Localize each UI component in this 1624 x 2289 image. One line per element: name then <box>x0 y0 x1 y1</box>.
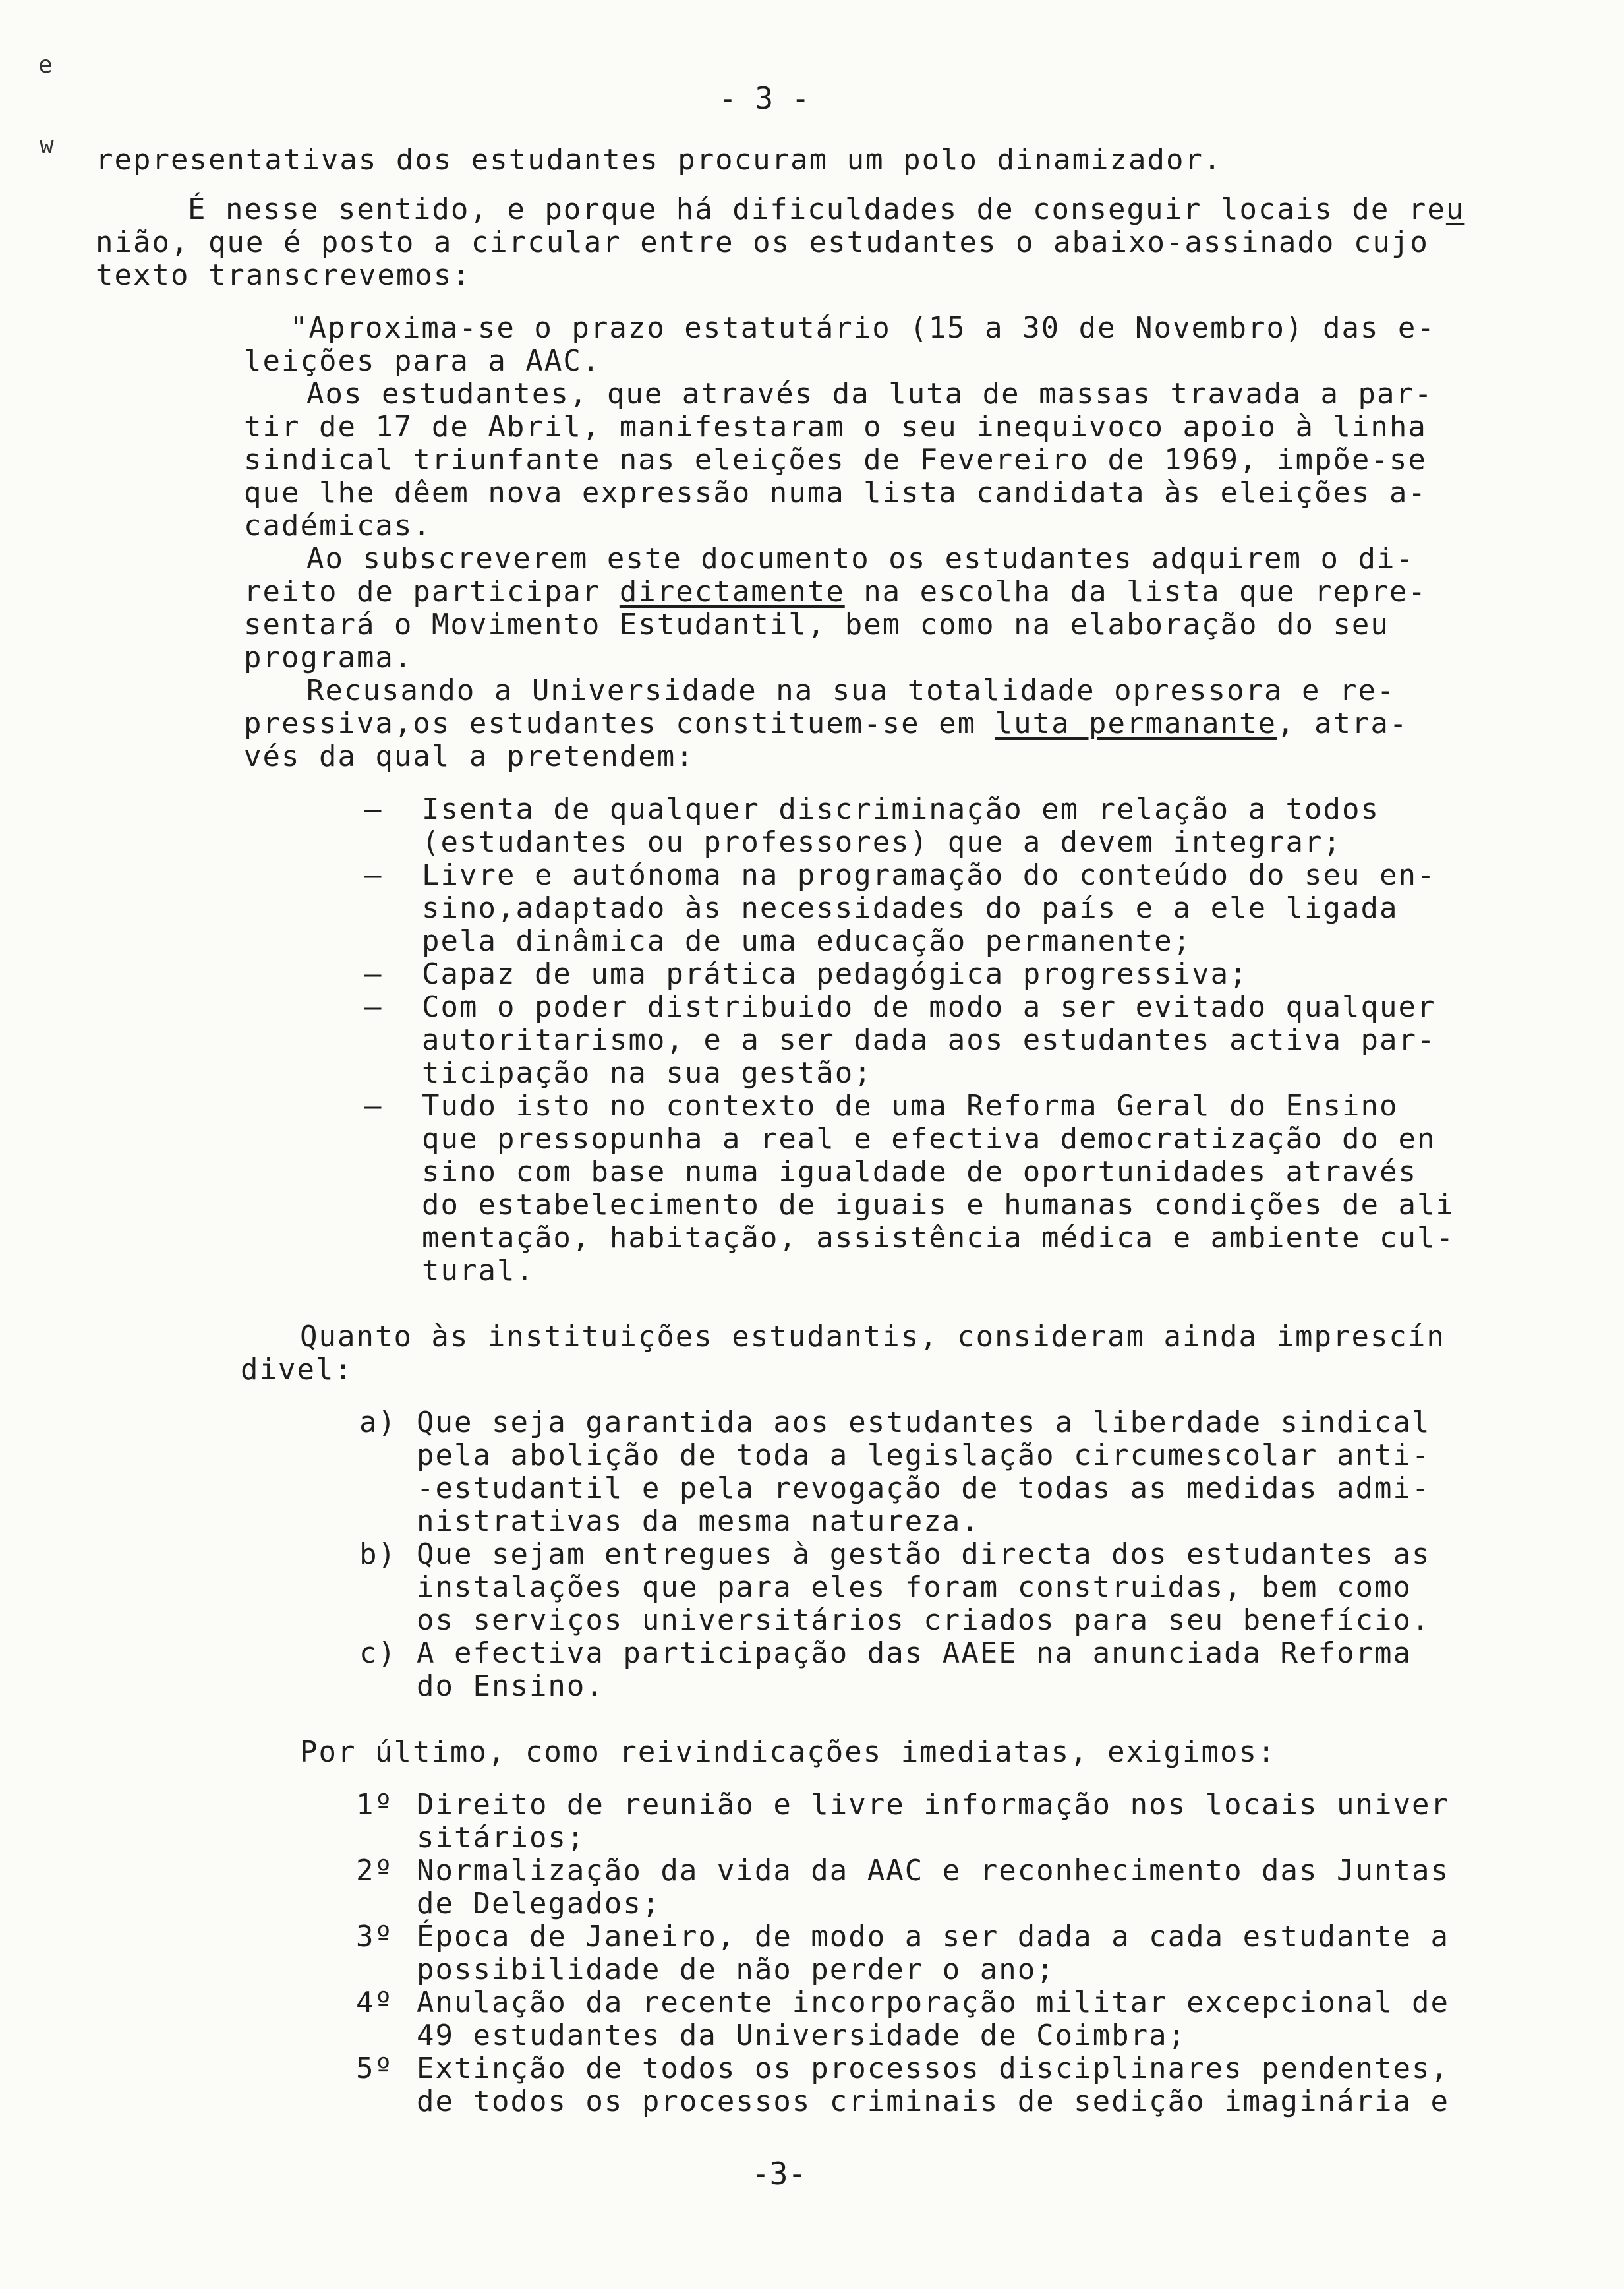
list-item-line: nistrativas da mesma natureza. <box>417 1504 980 1538</box>
emphasis-directamente: directamente <box>619 575 845 609</box>
list-label: 1º <box>356 1788 393 1822</box>
list-label: b) <box>359 1537 397 1571</box>
quote-line: Recusando a Universidade na sua totalidade opressora e re- <box>306 674 1396 707</box>
list-label: 2º <box>356 1854 393 1888</box>
margin-mark: e <box>38 51 53 78</box>
dash-item-line: do estabelecimento de iguais e humanas condições de ali <box>422 1188 1455 1222</box>
dash-item-line: mentação, habitação, assistência médica e ambiente cul- <box>422 1221 1455 1255</box>
quote-line: cadémicas. <box>244 509 432 543</box>
list-item-line: Normalização da vida da AAC e reconhecimento das Juntas <box>417 1854 1449 1888</box>
page-number-top: - 3 - <box>718 80 810 116</box>
list-item-line: Direito de reunião e livre informação nos locais univer <box>417 1788 1449 1822</box>
list-item-line: de todos os processos criminais de sedição imaginária e <box>417 2085 1449 2118</box>
text-line: representativas dos estudantes procuram um polo dinamizador. <box>96 143 1223 177</box>
dash-item-line: pela dinâmica de uma educação permanente; <box>422 924 1192 958</box>
list-label: a) <box>359 1406 397 1439</box>
dash-item-line: ticipação na sua gestão; <box>422 1056 873 1090</box>
list-item-line: Que sejam entregues à gestão directa dos estudantes as <box>417 1537 1431 1571</box>
margin-mark: w <box>40 132 54 159</box>
list-item-line: instalações que para eles foram construidas, bem como <box>417 1570 1412 1604</box>
dash-item-line: Capaz de uma prática pedagógica progressiva; <box>422 957 1248 991</box>
dash-item-line: Com o poder distribuido de modo a ser evitado qualquer <box>422 990 1436 1024</box>
dash-bullet: — <box>364 990 383 1024</box>
list-item-line: Extinção de todos os processos disciplinares pendentes, <box>417 2052 1449 2085</box>
dash-item-line: Livre e autónoma na programação do conteúdo do seu en- <box>422 858 1436 892</box>
text-line: nião, que é posto a circular entre os estudantes o abaixo-assinado cujo <box>96 225 1429 259</box>
dash-bullet: — <box>364 858 383 892</box>
text-line: É nesse sentido, e porque há dificuldades de conseguir locais de reu <box>188 193 1465 226</box>
dash-item-line: sino com base numa igualdade de oportunidades através <box>422 1155 1417 1189</box>
list-item-line: 49 estudantes da Universidade de Coimbra; <box>417 2019 1187 2052</box>
quote-line: sentará o Movimento Estudantil, bem como na elaboração do seu <box>244 608 1389 641</box>
dash-item-line: tural. <box>422 1254 535 1288</box>
list-item-line: os serviços universitários criados para seu benefício. <box>417 1603 1431 1637</box>
page-number-bottom: -3- <box>751 2156 807 2191</box>
text-line: Por último, como reivindicações imediatas, exigimos: <box>300 1735 1277 1769</box>
list-item-line: Época de Janeiro, de modo a ser dada a cada estudante a <box>417 1920 1449 1953</box>
text-line: texto transcrevemos: <box>96 258 471 292</box>
dash-item-line: (estudantes ou professores) que a devem integrar; <box>422 825 1343 859</box>
dash-item-line: Isenta de qualquer discriminação em relação a todos <box>422 792 1380 826</box>
dash-bullet: — <box>364 1089 383 1123</box>
quote-line: vés da qual a pretendem: <box>244 740 695 773</box>
list-label: 3º <box>356 1920 393 1953</box>
dash-item-line: Tudo isto no contexto de uma Reforma Geral do Ensino <box>422 1089 1399 1123</box>
quote-line: sindical triunfante nas eleições de Fevereiro de 1969, impõe-se <box>244 443 1427 477</box>
text-line: Quanto às instituições estudantis, consideram ainda imprescín <box>300 1320 1445 1353</box>
list-item-line: sitários; <box>417 1821 586 1855</box>
dash-item-line: autoritarismo, e a ser dada aos estudantes activa par- <box>422 1023 1436 1057</box>
dash-item-line: que pressopunha a real e efectiva democratização do en <box>422 1122 1436 1156</box>
quote-line: "Aproxima-se o prazo estatutário (15 a 30 de Novembro) das e- <box>290 311 1436 345</box>
dash-item-line: sino,adaptado às necessidades do país e a ele ligada <box>422 891 1399 925</box>
list-item-line: -estudantil e pela revogação de todas as medidas admi- <box>417 1472 1431 1505</box>
quote-line: leições para a AAC. <box>244 344 601 378</box>
list-item-line: possibilidade de não perder o ano; <box>417 1953 1055 1986</box>
quote-line: Ao subscreverem este documento os estudantes adquirem o di- <box>306 542 1414 576</box>
dash-bullet: — <box>364 957 383 991</box>
list-item-line: Que seja garantida aos estudantes a liberdade sindical <box>417 1406 1431 1439</box>
quote-line: Aos estudantes, que através da luta de massas travada a par- <box>306 377 1434 411</box>
list-item-line: Anulação da recente incorporação militar excepcional de <box>417 1986 1449 2019</box>
list-item-line: pela abolição de toda a legislação circumescolar anti- <box>417 1439 1431 1472</box>
list-label: 4º <box>356 1986 393 2019</box>
dash-bullet: — <box>364 792 383 826</box>
quote-line: que lhe dêem nova expressão numa lista candidata às eleições a- <box>244 476 1427 510</box>
quote-line: pressiva,os estudantes constituem-se em luta permanante, atra- <box>244 707 1408 740</box>
list-item-line: de Delegados; <box>417 1887 661 1920</box>
quote-line: reito de participar directamente na escolha da lista que repre- <box>244 575 1427 609</box>
emphasis-luta-permanante: luta permanante <box>995 707 1277 740</box>
list-item-line: A efectiva participação das AAEE na anunciada Reforma <box>417 1636 1412 1670</box>
text-line: divel: <box>241 1353 353 1386</box>
list-label: 5º <box>356 2052 393 2085</box>
quote-line: programa. <box>244 641 413 674</box>
list-label: c) <box>359 1636 397 1670</box>
quote-line: tir de 17 de Abril, manifestaram o seu inequivoco apoio à linha <box>244 410 1427 444</box>
list-item-line: do Ensino. <box>417 1669 604 1703</box>
